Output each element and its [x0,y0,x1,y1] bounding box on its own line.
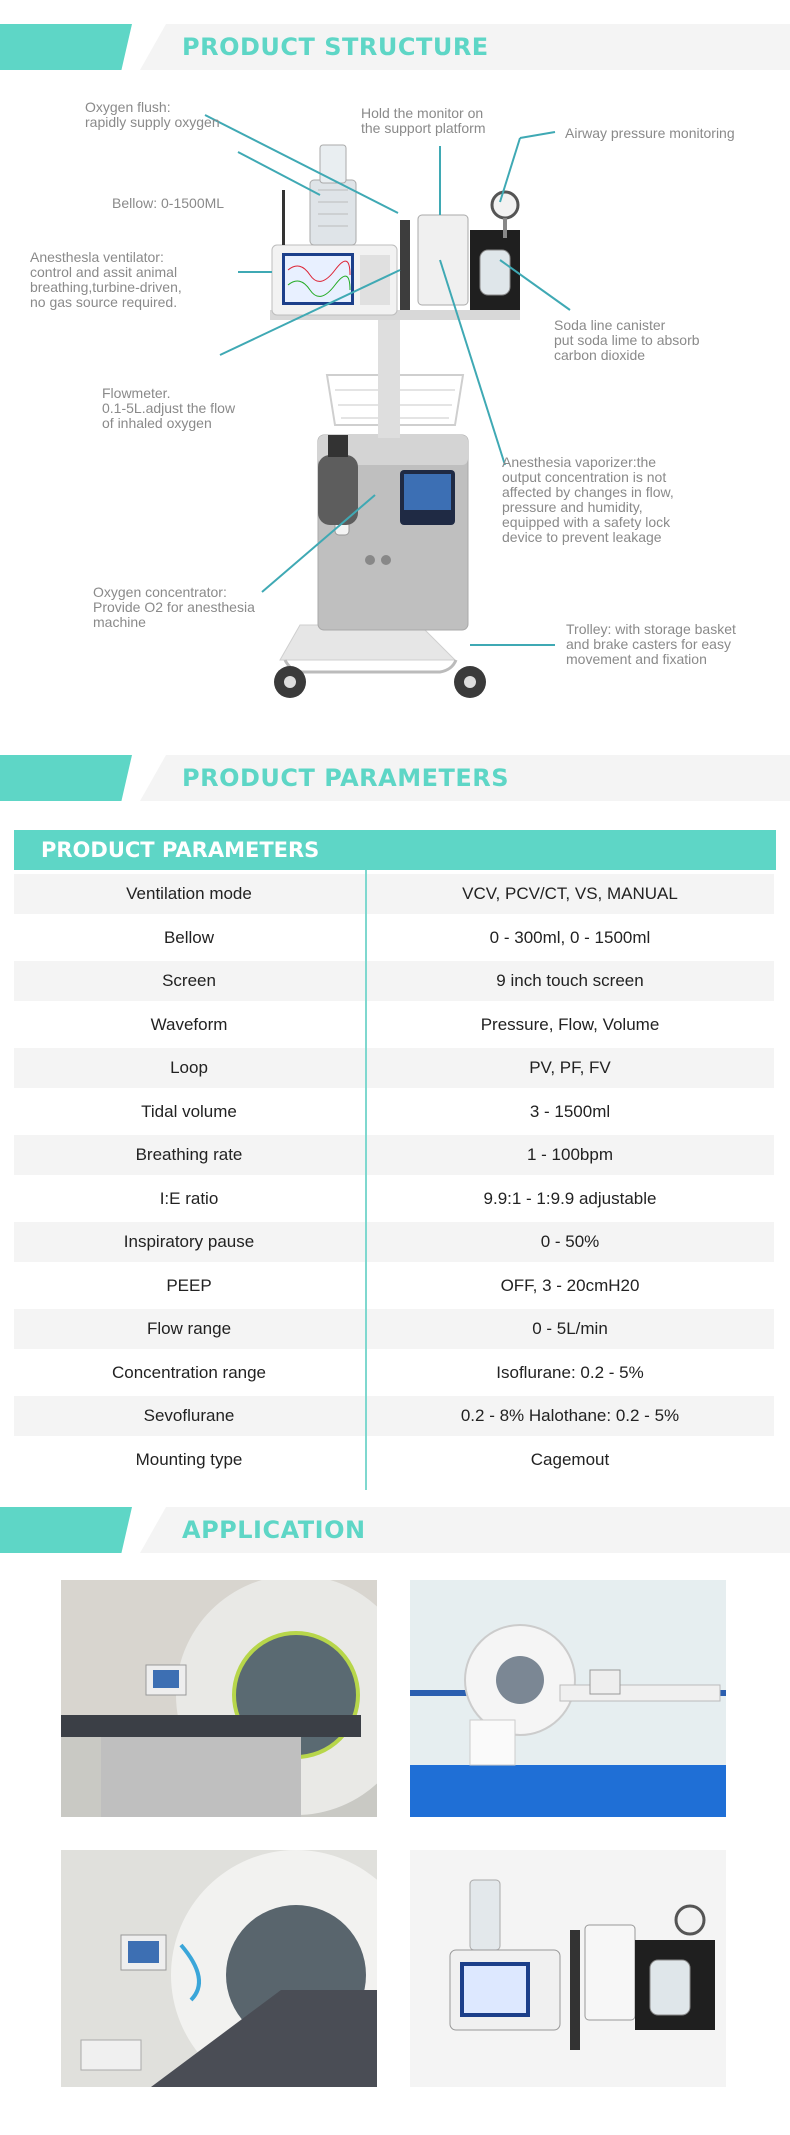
table-row [14,1353,774,1393]
section-title: PRODUCT PARAMETERS [182,764,510,792]
param-value: 0 - 300ml, 0 - 1500ml [489,927,651,947]
header-accent [0,24,132,70]
param-value: 3 - 1500ml [529,1101,611,1121]
product-structure-diagram [0,70,790,720]
label-ventilator: Anesthesla ventilator: control and assit animal breathing,turbine-driven, no gas source required. [30,249,182,310]
param-name: Mounting type [135,1449,243,1469]
param-value: Cagemout [530,1449,610,1469]
table-row [14,918,774,958]
header-accent [0,755,132,801]
table-row [14,961,774,1001]
param-name: Tidal volume [141,1101,237,1121]
table-row [14,1396,774,1436]
param-value: 9 inch touch screen [496,971,644,990]
label-oxygen-flush: Oxygen flush: rapidly supply oxygen [85,99,220,130]
table-row [14,1309,774,1349]
param-value: 0 - 50% [540,1232,600,1251]
param-value: Isoflurane: 0.2 - 5% [496,1362,644,1382]
param-value: VCV, PCV/CT, VS, MANUAL [462,884,678,903]
param-value: Pressure, Flow, Volume [480,1014,660,1034]
table-row [14,1048,774,1088]
label-bellow: Bellow: 0-1500ML [112,195,225,211]
section-title: APPLICATION [182,1516,366,1544]
section-header-parameters [0,755,790,801]
section-header-application [0,1507,790,1553]
table-title: PRODUCT PARAMETERS [41,838,320,862]
table-row [14,1135,774,1175]
param-name: Sevoflurane [143,1406,235,1425]
param-value: 0.2 - 8% Halothane: 0.2 - 5% [460,1406,680,1425]
application-photo-ct-room [410,1580,726,1817]
param-name: Inspiratory pause [123,1232,255,1251]
parameters-table [14,830,776,1490]
label-soda-lime-canister: Soda line canister put soda lime to absorb carbon dioxide [554,317,700,363]
section-title: PRODUCT STRUCTURE [182,33,489,61]
header-accent [0,1507,132,1553]
table-row [14,1005,774,1045]
application-photo-machine-closeup [410,1850,726,2087]
param-name: Concentration range [111,1362,267,1382]
param-name: I:E ratio [159,1188,219,1208]
param-name: PEEP [166,1275,212,1295]
param-value: OFF, 3 - 20cmH20 [500,1275,640,1295]
label-trolley: Trolley: with storage basket and brake casters for easy movement and fixation [566,621,736,667]
param-name: Breathing rate [135,1145,243,1164]
table-row [14,1222,774,1262]
label-flowmeter: Flowmeter. 0.1-5L.adjust the flow of inhaled oxygen [102,385,236,431]
param-value: 1 - 100bpm [527,1145,613,1164]
param-name: Screen [162,971,216,990]
table-row [14,1092,774,1132]
param-name: Bellow [163,927,215,947]
param-value: 9.9:1 - 1:9.9 adjustable [483,1188,657,1208]
param-name: Waveform [150,1014,228,1034]
label-monitor-support: Hold the monitor on the support platform [361,105,486,136]
param-value: PV, PF, FV [529,1058,611,1077]
label-anesthesia-vaporizer: Anesthesia vaporizer:the output concentration is not affected by changes in flow, pressure and humidity, equipped with a safety lock device to prevent leakage [502,454,674,545]
param-name: Ventilation mode [126,884,252,903]
label-oxygen-concentrator: Oxygen concentrator: Provide O2 for anesthesia machine [93,584,255,630]
label-airway-pressure: Airway pressure monitoring [565,125,735,141]
application-photo-ct-scan-2 [61,1850,377,2087]
param-name: Flow range [146,1319,232,1338]
column-divider [365,870,367,1490]
param-name: Loop [170,1058,208,1077]
table-row [14,1179,774,1219]
table-header [14,830,776,870]
table-row [14,874,774,914]
section-header-structure [0,24,790,70]
param-value: 0 - 5L/min [532,1319,608,1338]
table-row [14,1440,774,1480]
table-row [14,1266,774,1306]
application-photo-ct-scan-1 [61,1580,377,1817]
